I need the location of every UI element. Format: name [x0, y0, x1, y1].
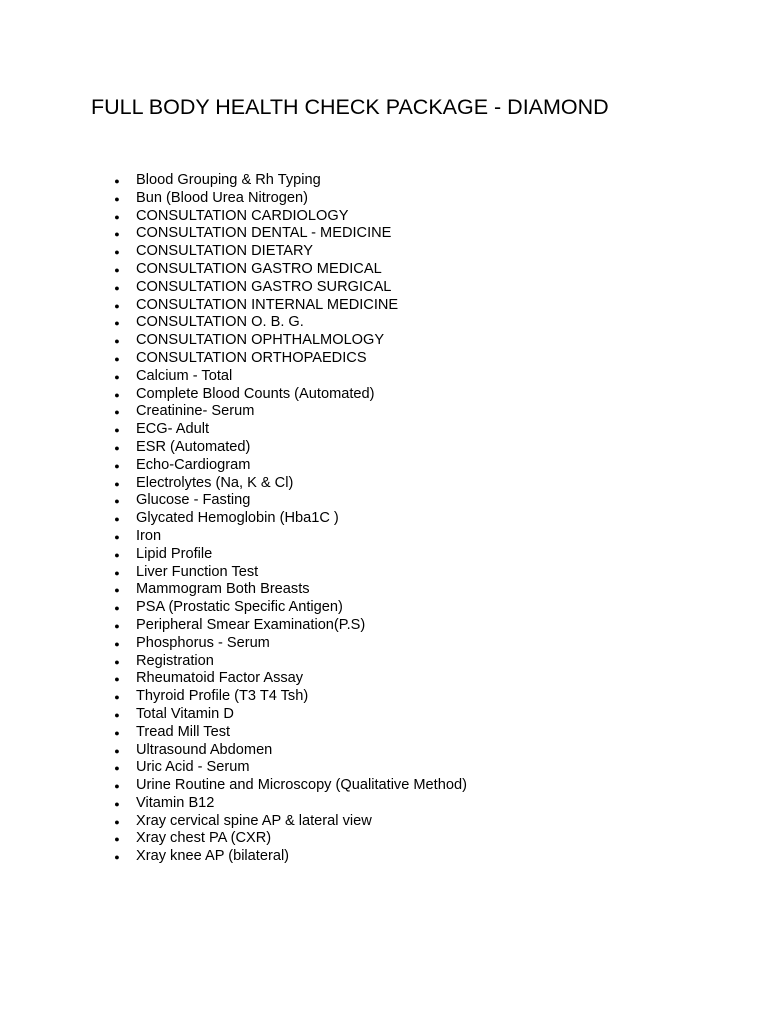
- list-item-text: Total Vitamin D: [136, 705, 234, 722]
- list-item-text: Xray knee AP (bilateral): [136, 848, 290, 865]
- list-item-text: Liver Function Test: [136, 563, 259, 580]
- bullet-icon: ●: [114, 603, 120, 614]
- list-item-text: Uric Acid - Serum: [136, 759, 250, 776]
- list-item-text: Echo-Cardiogram: [136, 456, 251, 473]
- list-item-text: CONSULTATION OPHTHALMOLOGY: [136, 332, 385, 349]
- bullet-icon: ●: [114, 353, 120, 364]
- list-item-text: CONSULTATION GASTRO SURGICAL: [136, 278, 392, 295]
- list-item-text: Creatinine- Serum: [136, 403, 255, 420]
- bullet-icon: ●: [114, 211, 120, 222]
- bullet-icon: ●: [114, 336, 120, 347]
- bullet-icon: ●: [114, 247, 120, 258]
- bullet-icon: ●: [114, 300, 120, 311]
- bullet-icon: ●: [114, 727, 120, 738]
- bullet-icon: ●: [114, 567, 120, 578]
- bullet-icon: ●: [114, 478, 120, 489]
- bullet-icon: ●: [114, 531, 120, 542]
- list-item-text: Thyroid Profile (T3 T4 Tsh): [136, 688, 309, 705]
- bullet-icon: ●: [114, 264, 120, 275]
- list-item-text: Tread Mill Test: [136, 723, 231, 740]
- bullet-icon: ●: [114, 442, 120, 453]
- bullet-icon: ●: [114, 709, 120, 720]
- list-item-text: Mammogram Both Breasts: [136, 581, 310, 598]
- bullet-icon: ●: [114, 798, 120, 809]
- bullet-icon: ●: [114, 389, 120, 400]
- bullet-icon: ●: [114, 193, 120, 204]
- bullet-icon: ●: [114, 763, 120, 774]
- bullet-icon: ●: [114, 460, 120, 471]
- list-item-text: Registration: [136, 652, 214, 669]
- list-item-text: ESR (Automated): [136, 438, 251, 455]
- list-item-text: Xray cervical spine AP & lateral view: [136, 812, 372, 829]
- bullet-icon: ●: [114, 781, 120, 792]
- bullet-icon: ●: [114, 656, 120, 667]
- bullet-icon: ●: [114, 282, 120, 293]
- list-item-text: CONSULTATION O. B. G.: [136, 314, 304, 331]
- bullet-icon: ●: [114, 549, 120, 560]
- bullet-icon: ●: [114, 852, 120, 863]
- page-title: FULL BODY HEALTH CHECK PACKAGE - DIAMOND: [91, 95, 609, 119]
- list-item-text: CONSULTATION GASTRO MEDICAL: [136, 260, 382, 277]
- bullet-icon: ●: [114, 745, 120, 756]
- list-item-text: Blood Grouping & Rh Typing: [136, 172, 321, 188]
- bullet-icon: ●: [114, 371, 120, 382]
- list-item-text: CONSULTATION CARDIOLOGY: [136, 207, 349, 224]
- bullet-icon: ●: [114, 674, 120, 685]
- list-item-text: CONSULTATION DIETARY: [136, 243, 314, 260]
- list-item-text: Urine Routine and Microscopy (Qualitative Method): [136, 777, 467, 794]
- bullet-icon: ●: [114, 620, 120, 631]
- list-item-text: Glycated Hemoglobin (Hba1C ): [136, 510, 339, 527]
- bullet-icon: ●: [114, 816, 120, 827]
- bullet-icon: ●: [114, 585, 120, 596]
- list-item-text: CONSULTATION DENTAL - MEDICINE: [136, 225, 392, 242]
- list-item-text: Vitamin B12: [136, 794, 215, 811]
- list-item-text: Electrolytes (Na, K & Cl): [136, 474, 294, 491]
- list-item-text: PSA (Prostatic Specific Antigen): [136, 599, 343, 616]
- bullet-icon: ●: [114, 318, 120, 329]
- list-item-text: Complete Blood Counts (Automated): [136, 385, 375, 402]
- list-item-text: Bun (Blood Urea Nitrogen): [136, 189, 308, 206]
- list-item-text: CONSULTATION ORTHOPAEDICS: [136, 349, 367, 366]
- list-item-text: Lipid Profile: [136, 545, 213, 562]
- bullet-icon: ●: [114, 229, 120, 240]
- list-item-text: CONSULTATION INTERNAL MEDICINE: [136, 296, 399, 313]
- bullet-icon: ●: [114, 496, 120, 507]
- bullet-icon: ●: [114, 514, 120, 525]
- list-item-text: Phosphorus - Serum: [136, 634, 270, 651]
- bullet-icon: ●: [114, 176, 120, 186]
- list-item-text: Glucose - Fasting: [136, 492, 251, 509]
- list-item-text: ECG- Adult: [136, 421, 209, 438]
- bullet-icon: ●: [114, 834, 120, 845]
- list-item-text: Rheumatoid Factor Assay: [136, 670, 304, 687]
- list-item-text: Xray chest PA (CXR): [136, 830, 272, 847]
- list-item-text: Peripheral Smear Examination(P.S): [136, 616, 366, 633]
- bullet-icon: ●: [114, 425, 120, 436]
- bullet-icon: ●: [114, 638, 120, 649]
- list-item-text: Ultrasound Abdomen: [136, 741, 273, 758]
- list-item-text: Calcium - Total: [136, 367, 233, 384]
- bullet-icon: ●: [114, 692, 120, 703]
- bullet-icon: ●: [114, 407, 120, 418]
- list-item-text: Iron: [136, 527, 162, 544]
